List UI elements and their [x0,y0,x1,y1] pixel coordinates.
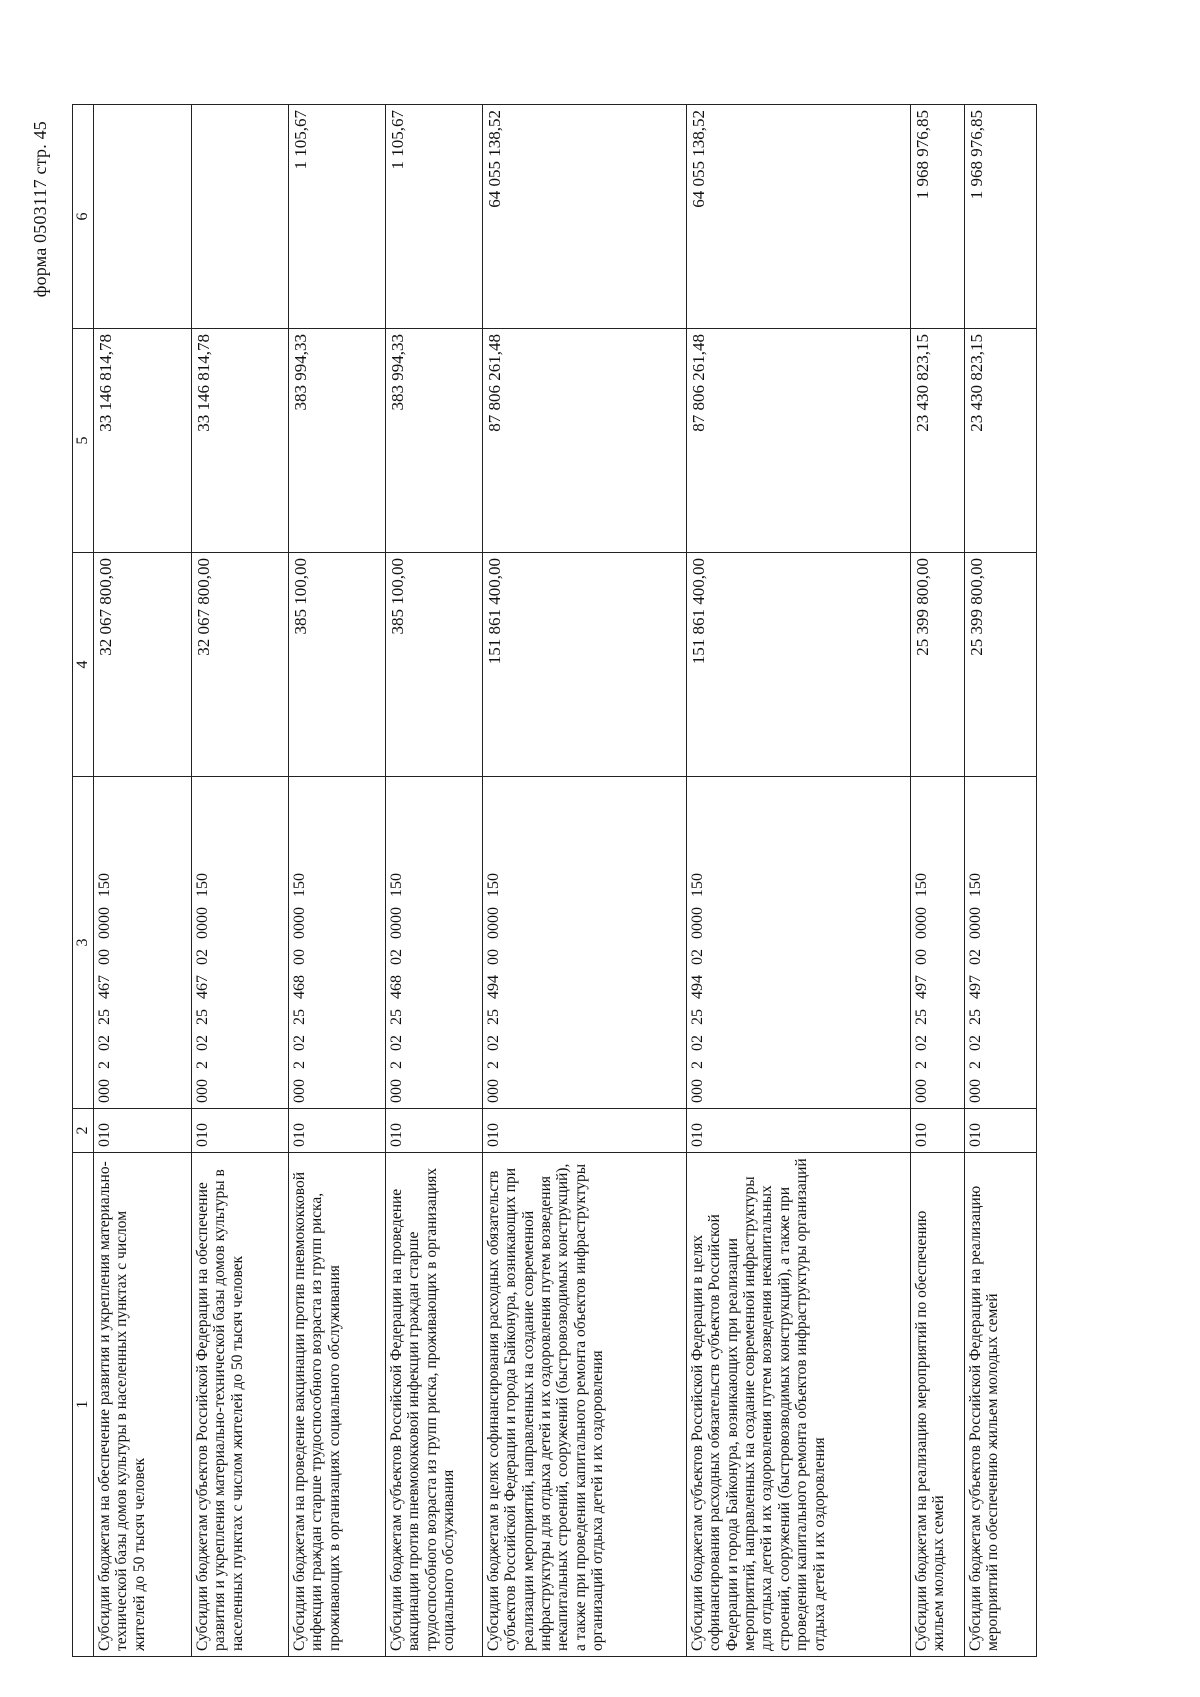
budget-code-cell: 000 2 02 25 497 02 0000 150 [965,777,1037,1109]
budget-table [72,104,1037,1657]
row-name-cell: Субсидии бюджетам на проведение вакцинации против пневмококковой инфекции граждан старше трудоспособного возраста из групп риска, проживающих в организациях социального обслуживания [289,1153,386,1657]
executed-cell: 33 146 814,78 [192,329,289,553]
unexecuted-cell [94,105,192,329]
line-code-cell: 010 [94,1109,192,1153]
column-header: 5 [73,329,94,553]
approved-cell: 25 399 800,00 [911,553,965,777]
table-row [94,105,192,1657]
table-row [911,105,965,1657]
row-name-cell: Субсидии бюджетам субъектов Российской Федерации на проведение вакцинации против пневмококковой инфекции граждан старше трудоспособного возраста из групп риска, проживающих в организациях социального обслуживания [386,1153,483,1657]
table-row [965,105,1037,1657]
row-name-cell: Субсидии бюджетам в целях софинансирования расходных обязательств субъектов Российской Федерации и города Байконура, возникающих при реализации мероприятий, направленных на создание современной инфраструктуры для отдыха детей и их оздоровления путем возведения некапитальных строений, сооружений (быстровозводимых конструкций), а также при проведении капитального ремонта объектов инфраструктуры организаций отдыха детей и их оздоровления [483,1153,687,1657]
line-code-cell: 010 [192,1109,289,1153]
table-row [386,105,483,1657]
executed-cell: 23 430 823,15 [911,329,965,553]
budget-code-cell: 000 2 02 25 497 00 0000 150 [911,777,965,1109]
approved-cell: 385 100,00 [386,553,483,777]
unexecuted-cell: 64 055 138,52 [483,105,687,329]
column-header: 4 [73,553,94,777]
form-reference: форма 0503117 стр. 45 [30,121,50,298]
executed-cell: 87 806 261,48 [483,329,687,553]
line-code-cell: 010 [911,1109,965,1153]
unexecuted-cell: 1 968 976,85 [965,105,1037,329]
approved-cell: 25 399 800,00 [965,553,1037,777]
table-row [192,105,289,1657]
table-row [483,105,687,1657]
column-header: 6 [73,105,94,329]
rotated-page [0,97,1100,1697]
budget-code-cell: 000 2 02 25 468 02 0000 150 [386,777,483,1109]
column-header: 3 [73,777,94,1109]
row-name-cell: Субсидии бюджетам на реализацию мероприятий по обеспечению жильем молодых семей [911,1153,965,1657]
budget-code-cell: 000 2 02 25 468 00 0000 150 [289,777,386,1109]
table-row [687,105,911,1657]
column-header: 2 [73,1109,94,1153]
line-code-cell: 010 [386,1109,483,1153]
line-code-cell: 010 [483,1109,687,1153]
unexecuted-cell: 1 105,67 [289,105,386,329]
approved-cell: 32 067 800,00 [94,553,192,777]
unexecuted-cell: 64 055 138,52 [687,105,911,329]
approved-cell: 32 067 800,00 [192,553,289,777]
executed-cell: 383 994,33 [386,329,483,553]
line-code-cell: 010 [965,1109,1037,1153]
budget-code-cell: 000 2 02 25 494 02 0000 150 [687,777,911,1109]
row-name-cell: Субсидии бюджетам субъектов Российской Федерации в целях софинансирования расходных обязательств субъектов Российской Федерации и города Байконура, возникающих при реализации мероприятий, направленных на создание современной инфраструктуры для отдыха детей и их оздоровления путем возведения некапитальных строений, сооружений (быстровозводимых конструкций), а также при проведении капитального ремонта объектов инфраструктуры организаций отдыха детей и их оздоровления [687,1153,911,1657]
budget-code-cell: 000 2 02 25 494 00 0000 150 [483,777,687,1109]
approved-cell: 385 100,00 [289,553,386,777]
line-code-cell: 010 [687,1109,911,1153]
row-name-cell: Субсидии бюджетам на обеспечение развития и укрепления материально-технической базы домов культуры в населенных пунктах с числом жителей до 50 тысяч человек [94,1153,192,1657]
column-number-row [73,105,94,1657]
unexecuted-cell: 1 968 976,85 [911,105,965,329]
executed-cell: 33 146 814,78 [94,329,192,553]
approved-cell: 151 861 400,00 [687,553,911,777]
row-name-cell: Субсидии бюджетам субъектов Российской Федерации на реализацию мероприятий по обеспечению жильем молодых семей [965,1153,1037,1657]
budget-code-cell: 000 2 02 25 467 00 0000 150 [94,777,192,1109]
unexecuted-cell: 1 105,67 [386,105,483,329]
row-name-cell: Субсидии бюджетам субъектов Российской Федерации на обеспечение развития и укрепления материально-технической базы домов культуры в населенных пунктах с числом жителей до 50 тысяч человек [192,1153,289,1657]
unexecuted-cell [192,105,289,329]
column-header: 1 [73,1153,94,1657]
executed-cell: 383 994,33 [289,329,386,553]
line-code-cell: 010 [289,1109,386,1153]
executed-cell: 87 806 261,48 [687,329,911,553]
approved-cell: 151 861 400,00 [483,553,687,777]
executed-cell: 23 430 823,15 [965,329,1037,553]
budget-code-cell: 000 2 02 25 467 02 0000 150 [192,777,289,1109]
table-row [289,105,386,1657]
